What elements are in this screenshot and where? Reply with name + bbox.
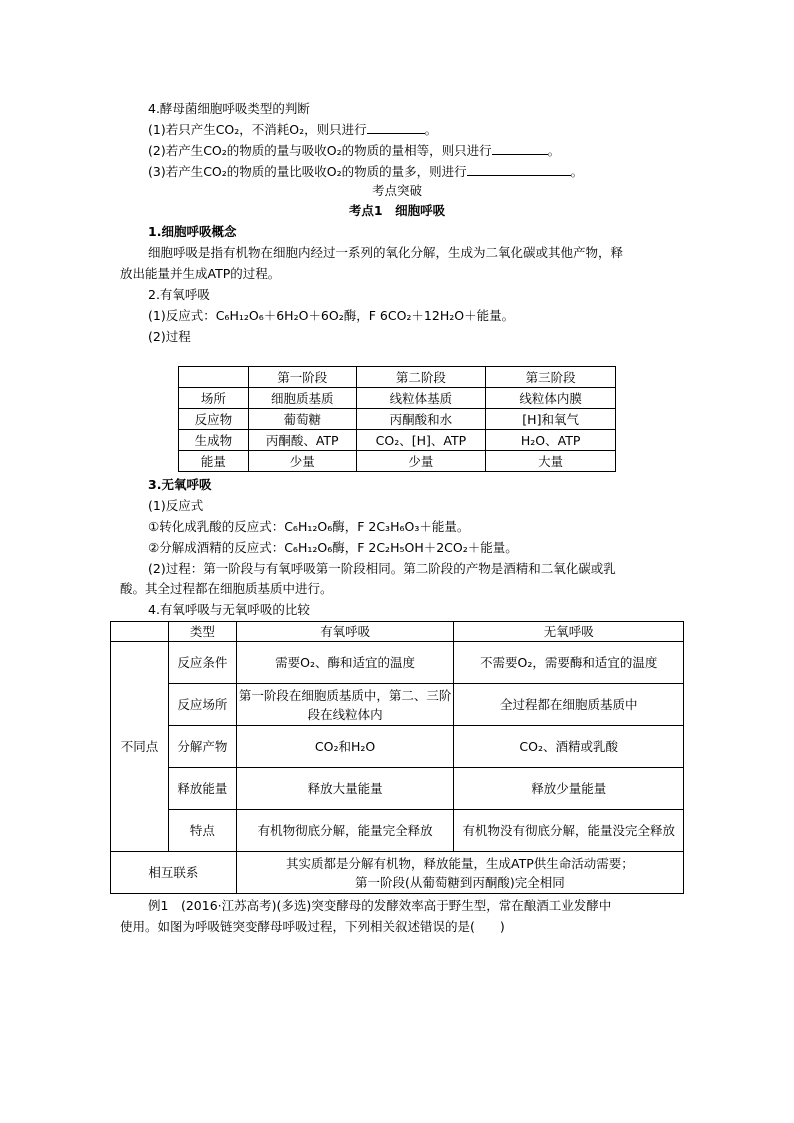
comparison-table <box>110 621 684 894</box>
table-cell: 少量 <box>248 451 356 472</box>
answer-blank[interactable] <box>467 162 571 176</box>
concept-1-para-1: 细胞呼吸是指有机物在细胞内经过一系列的氧化分解，生成为二氧化碳或其他产物，释 <box>148 245 624 260</box>
table-cell: H₂O、ATP <box>486 430 616 451</box>
concept-3-title: 3.无氧呼吸 <box>148 477 212 492</box>
anaerobic-equation-label: (1)反应式 <box>148 498 204 513</box>
table-cell <box>179 367 249 388</box>
table-cell: CO₂、[H]、ATP <box>356 430 486 451</box>
concept-1-title: 1.细胞呼吸概念 <box>148 224 237 239</box>
table-cell: 不同点 <box>111 642 169 852</box>
table-cell: 特点 <box>168 810 236 852</box>
table-cell <box>236 852 683 894</box>
heading-kaodian-1: 考点1 细胞呼吸 <box>348 203 446 218</box>
table-cell: 分解产物 <box>168 726 236 768</box>
aerobic-equation: (1)反应式：C₆H₁₂O₆＋6H₂O＋6O₂酶，F 6CO₂＋12H₂O＋能量。 <box>148 308 515 323</box>
line-4-3: (3)若产生CO₂的物质的量比吸收O₂的物质的量多，则进行 。 <box>148 164 584 179</box>
table-cell <box>111 622 169 642</box>
concept-2-title: 2.有氧呼吸 <box>148 287 210 302</box>
table-cell: 细胞质基质 <box>248 388 356 409</box>
table-cell: 场所 <box>179 388 249 409</box>
table-header-row <box>179 367 616 388</box>
table-cell: 释放大量能量 <box>236 768 454 810</box>
table-row <box>179 451 616 472</box>
answer-blank[interactable] <box>492 141 548 155</box>
table-cell: 有机物没有彻底分解，能量没完全释放 <box>454 810 684 852</box>
table-cell: 类型 <box>168 622 236 642</box>
concept-4-title: 4.有氧呼吸与无氧呼吸的比较 <box>148 602 310 617</box>
table-row <box>111 852 684 894</box>
table-cell: 相互联系 <box>111 852 237 894</box>
aerobic-stages-table <box>178 366 616 472</box>
table-row <box>179 409 616 430</box>
line-4-2: (2)若产生CO₂的物质的量与吸收O₂的物质的量相等，则只进行 。 <box>148 143 561 158</box>
table-cell: 第一阶段 <box>248 367 356 388</box>
table-cell: 葡萄糖 <box>248 409 356 430</box>
table-cell: 反应物 <box>179 409 249 430</box>
heading-kaodian-tupo: 考点突破 <box>371 183 422 198</box>
table-cell: CO₂和H₂O <box>236 726 454 768</box>
table-cell: [H]和氧气 <box>486 409 616 430</box>
table-cell: 无氧呼吸 <box>454 622 684 642</box>
table-cell: 丙酮酸、ATP <box>248 430 356 451</box>
example-1-line-2: 使用。如图为呼吸链突变酵母呼吸过程，下列相关叙述错误的是( ) <box>120 919 505 934</box>
concept-1-para-2: 放出能量并生成ATP的过程。 <box>120 266 281 281</box>
relation-line-2: 第一阶段(从葡萄糖到丙酮酸)完全相同 <box>355 874 565 890</box>
table-cell: 第二阶段 <box>356 367 486 388</box>
table-row <box>111 768 684 810</box>
section-4-title: 4.酵母菌细胞呼吸类型的判断 <box>148 101 310 116</box>
relation-line-1: 其实质都是分解有机物，释放能量，生成ATP供生命活动需要； <box>286 855 634 871</box>
table-cell: 能量 <box>179 451 249 472</box>
table-cell: 大量 <box>486 451 616 472</box>
line-4-1: (1)若只产生CO₂，不消耗O₂，则只进行 。 <box>148 122 438 137</box>
anaerobic-process-1: (2)过程：第一阶段与有氧呼吸第一阶段相同。第二阶段的产物是酒精和二氧化碳或乳 <box>148 561 616 576</box>
table-cell: 全过程都在细胞质基质中 <box>454 684 684 726</box>
table-cell: 有机物彻底分解，能量完全释放 <box>236 810 454 852</box>
table-cell: CO₂、酒精或乳酸 <box>454 726 684 768</box>
table-row <box>111 684 684 726</box>
table-cell: 有氧呼吸 <box>236 622 454 642</box>
table-cell: 第一阶段在细胞质基质中，第二、三阶段在线粒体内 <box>236 684 454 726</box>
table-cell: 释放少量能量 <box>454 768 684 810</box>
anaerobic-process-2: 酸。其全过程都在细胞质基质中进行。 <box>120 581 333 596</box>
alcohol-equation: ②分解成酒精的反应式：C₆H₁₂O₆酶，F 2C₂H₅OH＋2CO₂＋能量。 <box>148 540 518 555</box>
table-cell: 需要O₂、酶和适宜的温度 <box>236 642 454 684</box>
table-row <box>111 726 684 768</box>
table-row <box>179 430 616 451</box>
example-1-line-1: 例1 (2016·江苏高考)(多选)突变酵母的发酵效率高于野生型，常在酿酒工业发酵中 <box>148 898 612 913</box>
table-cell: 不需要O₂，需要酶和适宜的温度 <box>454 642 684 684</box>
lactic-acid-equation: ①转化成乳酸的反应式：C₆H₁₂O₆酶，F 2C₃H₆O₃＋能量。 <box>148 519 470 534</box>
table-row <box>111 642 684 684</box>
table-cell: 生成物 <box>179 430 249 451</box>
table-cell: 释放能量 <box>168 768 236 810</box>
table-cell: 反应条件 <box>168 642 236 684</box>
answer-blank[interactable] <box>367 120 425 134</box>
table-cell: 丙酮酸和水 <box>356 409 486 430</box>
table-row <box>111 810 684 852</box>
table-header-row <box>111 622 684 642</box>
table-cell: 线粒体基质 <box>356 388 486 409</box>
table-cell: 第三阶段 <box>486 367 616 388</box>
table-cell: 少量 <box>356 451 486 472</box>
table-row <box>179 388 616 409</box>
table-cell: 反应场所 <box>168 684 236 726</box>
table-cell: 线粒体内膜 <box>486 388 616 409</box>
aerobic-process-label: (2)过程 <box>148 329 191 344</box>
